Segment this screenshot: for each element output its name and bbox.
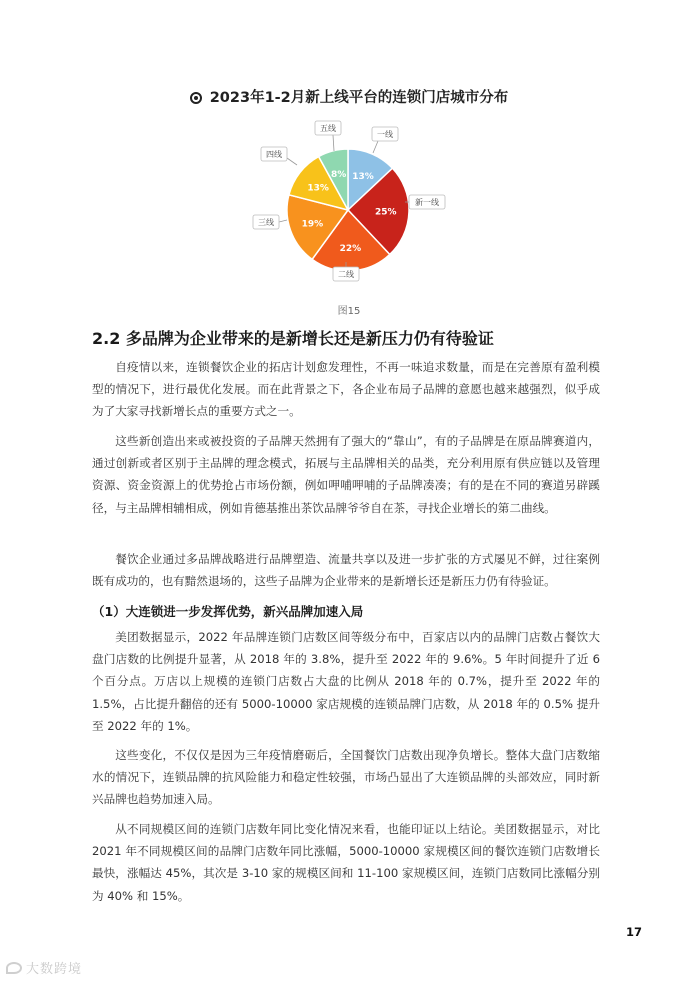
- slice-value-label: 25%: [375, 207, 397, 218]
- slice-value-label: 22%: [339, 244, 362, 255]
- figure-caption: 图15: [337, 306, 361, 317]
- subsection-heading: （1）大连锁进一步发挥优势，新兴品牌加速入局: [92, 604, 364, 619]
- paragraph-1: 自疫情以来，连锁餐饮企业的拓店计划愈发理性，不再一味追求数量，而是在完善原有盈利模型的情况下，进行最优化发展。而在此背景之下，各企业布局子品牌的意愿也越来越强烈，似乎成为了大家寻找新增长点的重要方式之一。: [92, 360, 600, 419]
- paragraph-4: 美团数据显示，2022 年品牌连锁门店数区间等级分布中，百家店以内的品牌门店数占餐饮大盘门店数的比例提升显著，从 2018 年的 3.8%，提升至 2022 年的 9.6%。5 年时间提升了近 6 个百分点。万店以上规模的连锁门店数占大盘的比例从 2018 年的 0.7%，提升至 2022 年的 1.5%，占比提升翻倍的还有 5000-10000 家店规模的连锁品牌门店数，从 2018 年的 0.5% 提升至 2022 年的 1%。: [92, 630, 600, 733]
- category-label: 三线: [258, 218, 274, 227]
- paragraph-3: 餐饮企业通过多品牌战略进行品牌塑造、流量共享以及进一步扩张的方式屡见不鲜，过往案例既有成功的，也有黯然退场的，这些子品牌为企业带来的是新增长还是新压力仍有待验证。: [92, 552, 600, 589]
- category-label: 二线: [338, 270, 354, 279]
- category-label: 五线: [320, 124, 336, 133]
- slice-value-label: 13%: [307, 183, 329, 194]
- pie-chart: [0, 0, 698, 300]
- leader-line: [287, 158, 297, 165]
- watermark-text: 大数跨境: [26, 962, 83, 977]
- watermark-logo-icon: [6, 962, 22, 974]
- category-label: 四线: [266, 150, 282, 159]
- slice-value-label: 19%: [301, 219, 324, 230]
- paragraph-6: 从不同规模区间的连锁门店数年同比变化情况来看，也能印证以上结论。美团数据显示，对比 2021 年不同规模区间的品牌门店数年同比涨幅，5000-10000 家规模区间的餐饮连锁门店数增长最快，涨幅达 45%，其次是 3-10 家的规模区间和 11-100 家规模区间，连锁门店数同比涨幅分别为 40% 和 15%。: [92, 822, 600, 903]
- slice-value-label: 8%: [330, 169, 347, 180]
- leader-line: [373, 141, 378, 153]
- leader-line: [333, 135, 334, 151]
- category-label: 一线: [377, 130, 393, 139]
- category-label: 新一线: [415, 198, 439, 207]
- paragraph-5: 这些变化，不仅仅是因为三年疫情磨砺后，全国餐饮门店数出现净负增长。整体大盘门店数缩水的情况下，连锁品牌的抗风险能力和稳定性较强，市场凸显出了大连锁品牌的头部效应，同时新兴品牌也趋势加速入局。: [92, 748, 600, 807]
- leader-line: [279, 220, 287, 222]
- page-number: 17: [625, 925, 642, 939]
- paragraph-2: 这些新创造出来或被投资的子品牌天然拥有了强大的“靠山”，有的子品牌是在原品牌赛道内，通过创新或者区别于主品牌的理念模式，拓展与主品牌相关的品类，充分利用原有供应链以及管理资源、资金资源上的优势抢占市场份额，例如呷哺呷哺的子品牌凑凑；有的是在不同的赛道另辟蹊径，与主品牌相辅相成，例如肯德基推出茶饮品牌爷爷自在茶，寻找企业增长的第二曲线。: [92, 434, 600, 515]
- chart-title-text: 2023年1-2月新上线平台的连锁门店城市分布: [209, 90, 509, 106]
- section-heading: 2.2 多品牌为企业带来的是新增长还是新压力仍有待验证: [92, 329, 494, 348]
- slice-value-label: 13%: [352, 171, 374, 182]
- watermark: [6, 958, 82, 977]
